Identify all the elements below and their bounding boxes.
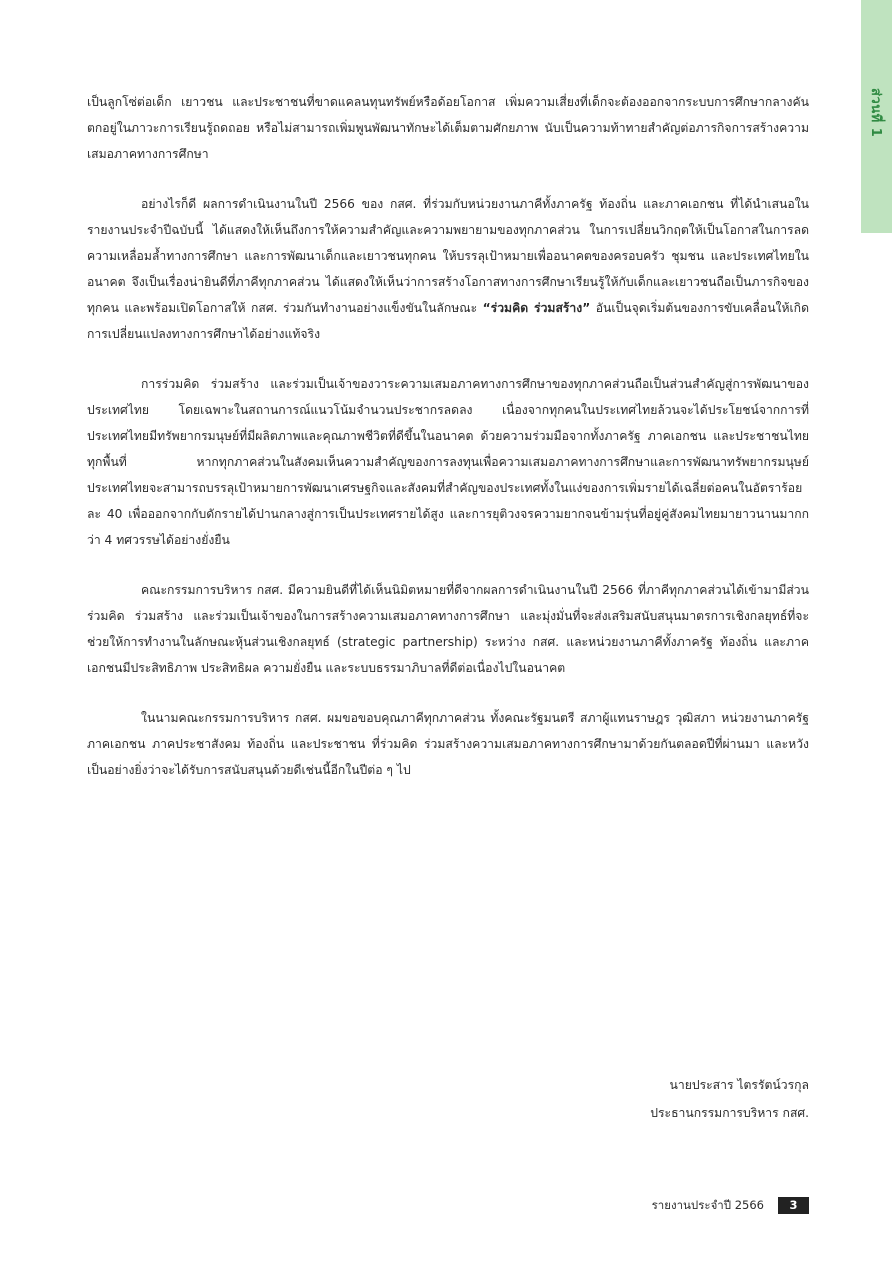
body-text <box>87 89 809 807</box>
report-title: รายงานประจำปี 2566 <box>651 1197 764 1212</box>
signatory-position: ประธานกรรมการบริหาร กสศ. <box>650 1106 809 1120</box>
paragraph-4: คณะกรรมการบริหาร กสศ. มีความยินดีที่ได้เห็นนิมิตหมายที่ดีจากผลการดำเนินงานในปี 2566 ที่ภาคีทุกภาคส่วนได้เข้ามามีส่วนร่วมคิด ร่วมสร้าง และร่วมเป็นเจ้าของในการสร้างความเสมอภาคทางการศึกษา และมุ่งมั่นที่จะส่งเสริมสนับสนุนมาตรการเชิงกลยุทธ์ที่จะช่วยให้การทำงานในลักษณะหุ้นส่วนเชิงกลยุทธ์ (strategic partnership) ระหว่าง กสศ. และหน่วยงานภาคีทั้งภาครัฐ ท้องถิ่น และภาคเอกชนมีประสิทธิภาพ ประสิทธิผล ความยั่งยืน และระบบธรรมาภิบาลที่ดีต่อเนื่องไปในอนาคต <box>87 583 809 675</box>
page-number: 3 <box>778 1197 809 1214</box>
paragraph-2-end: อันเป็นจุดเริ่มต้นของการขับเคลื่อนให้เกิดการเปลี่ยนแปลงทางการศึกษาได้อย่างแท้จริง <box>87 301 809 341</box>
paragraph-2 <box>87 191 809 347</box>
section-tab-label: ส่วนที่ 1 <box>868 88 883 138</box>
signatory-name: นายประสาร ไตรรัตน์วรกุล <box>669 1078 809 1092</box>
paragraph-3: การร่วมคิด ร่วมสร้าง และร่วมเป็นเจ้าของวาระความเสมอภาคทางการศึกษาของทุกภาคส่วนถือเป็นส่วนสำคัญสู่การพัฒนาของประเทศไทย โดยเฉพาะในสถานการณ์แนวโน้มจำนวนประชากรลดลง เนื่องจากทุกคนในประเทศไทยล้วนจะได้ประโยชน์จากการที่ประเทศไทยมีทรัพยากรมนุษย์ที่มีผลิตภาพและคุณภาพชีวิตที่ดีขึ้นในอนาคต ด้วยความร่วมมือจากทั้งภาครัฐ ภาคเอกชน และประชาชนไทยทุกพื้นที่ หากทุกภาคส่วนในสังคมเห็นความสำคัญของการลงทุนเพื่อความเสมอภาคทางการศึกษาและการพัฒนาทรัพยากรมนุษย์ ประเทศไทยจะสามารถบรรลุเป้าหมายการพัฒนาเศรษฐกิจและสังคมที่สำคัญของประเทศทั้งในแง่ของการเพิ่มรายได้เฉลี่ยต่อคนในอัตราร้อยละ 40 เพื่อออกจากกับดักรายได้ปานกลางสู่การเป็นประเทศรายได้สูง และการยุติวงจรความยากจนข้ามรุ่นที่อยู่คู่สังคมไทยมายาวนานมากกว่า 4 ทศวรรษได้อย่างยั่งยืน <box>87 377 809 547</box>
paragraph-5: ในนามคณะกรรมการบริหาร กสศ. ผมขอขอบคุณภาคีทุกภาคส่วน ทั้งคณะรัฐมนตรี สภาผู้แทนราษฎร วุฒิสภา หน่วยงานภาครัฐ ภาคเอกชน ภาคประชาสังคม ท้องถิ่น และประชาชน ที่ร่วมคิด ร่วมสร้างความเสมอภาคทางการศึกษามาด้วยกันตลอดปีที่ผ่านมา และหวังเป็นอย่างยิ่งว่าจะได้รับการสนับสนุนด้วยดีเช่นนี้อีกในปีต่อ ๆ ไป <box>87 711 809 777</box>
signature-block <box>480 1071 809 1127</box>
paragraph-2-text: อย่างไรก็ดี ผลการดำเนินงานในปี 2566 ของ กสศ. ที่ร่วมกับหน่วยงานภาคีทั้งภาครัฐ ท้องถิ่น และภาคเอกชน ที่ได้นำเสนอในรายงานประจำปีฉบับนี้ ได้แสดงให้เห็นถึงการให้ความสำคัญและความพยายามของทุกภาคส่วน ในการเปลี่ยนวิกฤตให้เป็นโอกาสในการลดความเหลื่อมล้ำทางการศึกษา และการพัฒนาเด็กและเยาวชนทุกคน ให้บรรลุเป้าหมายเพื่ออนาคตของครอบครัว ชุมชน และประเทศไทยในอนาคต จึงเป็นเรื่องน่ายินดีที่ภาคีทุกภาคส่วน ได้แสดงให้เห็นว่าการสร้างโอกาสทางการศึกษาเรียนรู้ให้กับเด็กและเยาวชนถือเป็นภารกิจของทุกคน และพร้อมเปิดโอกาสให้ กสศ. ร่วมกันทำงานอย่างแข็งขันในลักษณะ <box>87 197 809 315</box>
paragraph-1: เป็นลูกโซ่ต่อเด็ก เยาวชน และประชาชนที่ขาดแคลนทุนทรัพย์หรือด้อยโอกาส เพิ่มความเสี่ยงที่เด็กจะต้องออกจากระบบการศึกษากลางคัน ตกอยู่ในภาวะการเรียนรู้ถดถอย หรือไม่สามารถเพิ่มพูนพัฒนาทักษะได้เต็มตามศักยภาพ นับเป็นความท้าทายสำคัญต่อภารกิจการสร้างความเสมอภาคทางการศึกษา <box>87 95 809 161</box>
slogan-bold: “ร่วมคิด ร่วมสร้าง” <box>482 301 591 315</box>
page-footer <box>560 1196 809 1215</box>
